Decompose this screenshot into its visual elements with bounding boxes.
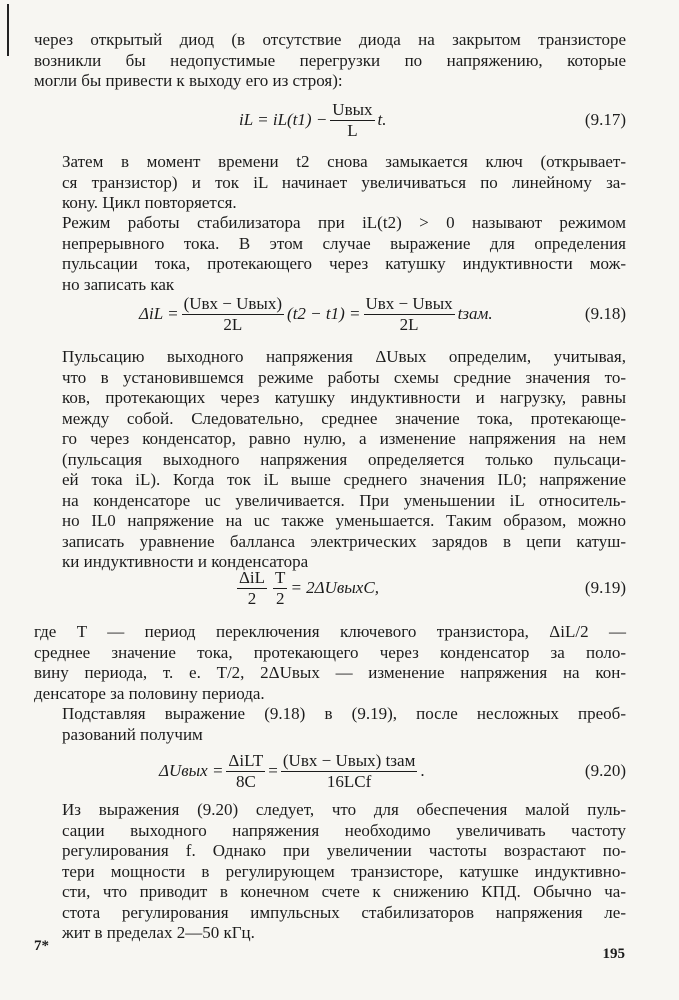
eq-middle: (t2 − t1) = [287,304,361,323]
text-line: между собой. Следовательно, среднее значение тока, протекающе- [62,408,626,428]
denominator: 2 [247,588,257,608]
page-number: 195 [602,946,625,962]
text-line: среднее значение тока, протекающего через конденсатор за поло- [34,642,626,662]
text-line: Затем в момент времени t2 снова замыкается ключ (открывает- [62,152,626,171]
eq-lhs: ΔiL = [139,304,179,323]
paragraph-4 [34,347,626,573]
paragraph-6 [34,704,626,745]
fraction [273,569,287,608]
text-line: го через конденсатор, равно нулю, а изменение напряжения на нем [62,429,626,448]
denominator: L [347,120,358,140]
text-line: Из выражения (9.20) следует, что для обеспечения малой пуль- [62,800,626,819]
equals-sign: = [268,761,278,780]
denominator: 2L [223,314,243,334]
text-line: ков, протекающих через катушку индуктивности и нагрузку, равны [62,388,626,407]
text-line: стота регулирования импульсных стабилизаторов напряжения ле- [62,902,626,922]
text-line: через открытый диод (в отсутствие диода на закрытом транзисторе [34,30,626,49]
text-line: Пульсацию выходного напряжения ΔUвых определим, учитывая, [62,347,626,366]
paragraph-1 [34,30,626,92]
eq-tail: . [420,761,425,780]
paragraph-5 [34,622,626,704]
numerator: (Uвх − Uвых) [183,293,283,313]
equation-9-19 [34,566,626,610]
numerator: (Uвх − Uвых) tзам [282,750,416,770]
numerator: Uвых [332,99,373,119]
text-line: ся транзистор) и ток iL начинает увеличиваться по линейному за- [62,172,626,192]
fraction [182,295,284,334]
text-line: непрерывного тока. В этом случае выражение для определения [62,233,626,253]
text-line: сти, что приводит в конечном счете к снижению КПД. Обычно ча- [62,882,626,901]
text-line: что в установившемся режиме работы схемы средние значения то- [62,367,626,387]
denominator: 8C [235,771,256,791]
text-line: жит в пределах 2—50 кГц. [62,923,255,942]
text-line: тери мощности в регулирующем транзисторе, катушке индуктивно- [62,861,626,881]
paragraph-7 [34,800,626,944]
eq-lhs: iL = iL(t1) − [239,110,328,129]
numerator: ΔiLT [228,750,264,770]
equation-number: (9.20) [584,761,626,780]
eq-tail: tзам. [457,304,493,323]
fraction [364,295,455,334]
text-line: сации выходного напряжения необходимо увеличивать частоту [62,820,626,840]
text-line: вину периода, т. е. T/2, 2ΔUвых — изменение напряжения на кон- [34,663,626,682]
scan-edge-mark [7,4,9,56]
numerator: Uвх − Uвых [365,293,453,313]
text-line: (пульсация выходного напряжения определяется только пульсаци- [62,449,626,469]
text-line: на конденсаторе uc увеличивается. При уменьшении iL относитель- [62,490,626,510]
fraction [237,569,267,608]
eq-tail: t. [377,110,387,129]
fraction [330,101,374,140]
numerator: T [275,567,286,587]
text-line: разований получим [62,724,203,744]
text-line: регулирования f. Однако при увеличении частоты возрастают по- [62,841,626,860]
fraction [281,752,417,791]
text-line: ки индуктивности и конденсатора [62,552,309,571]
denominator: 2L [399,314,419,334]
equation-number: (9.19) [584,578,626,597]
text-line: но IL0 напряжение на uc также уменьшается. Таким образом, можно [62,511,626,530]
equation-9-20 [34,749,626,793]
equation-9-18 [34,292,626,336]
denominator: 16LCf [326,771,372,791]
paragraph-3 [34,213,626,295]
denominator: 2 [275,588,285,608]
text-line: денсаторе за половину периода. [34,683,265,703]
equation-number: (9.18) [584,304,626,323]
text-line: где T — период переключения ключевого транзистора, ΔiL/2 — [34,622,626,641]
text-line: ей тока iL). Когда ток iL выше среднего значения IL0; напряжение [62,470,626,489]
equation-9-17 [34,98,626,142]
numerator: ΔiL [239,567,266,587]
text-line: кону. Цикл повторяется. [62,193,237,212]
text-line: могли бы привести к выходу его из строя): [34,71,343,90]
text-line: но записать как [62,274,175,294]
signature-mark: 7* [34,938,49,954]
text-line: Подставляя выражение (9.18) в (9.19), после несложных преоб- [62,704,626,723]
text-line: Режим работы стабилизатора при iL(t2) > 0 называют режимом [62,213,626,232]
text-line: пульсации тока, протекающего через катушку индуктивности мож- [62,254,626,273]
paragraph-2 [34,152,626,214]
fraction [226,752,265,791]
text-line: записать уравнение балланса электрических зарядов в цепи катуш- [62,531,626,551]
text-line: возникли бы недопустимые перегрузки по напряжению, которые [34,50,626,70]
eq-rhs: = 2ΔUвыхC, [290,578,379,597]
equation-number: (9.17) [584,110,626,129]
eq-lhs: ΔUвых = [159,761,224,780]
